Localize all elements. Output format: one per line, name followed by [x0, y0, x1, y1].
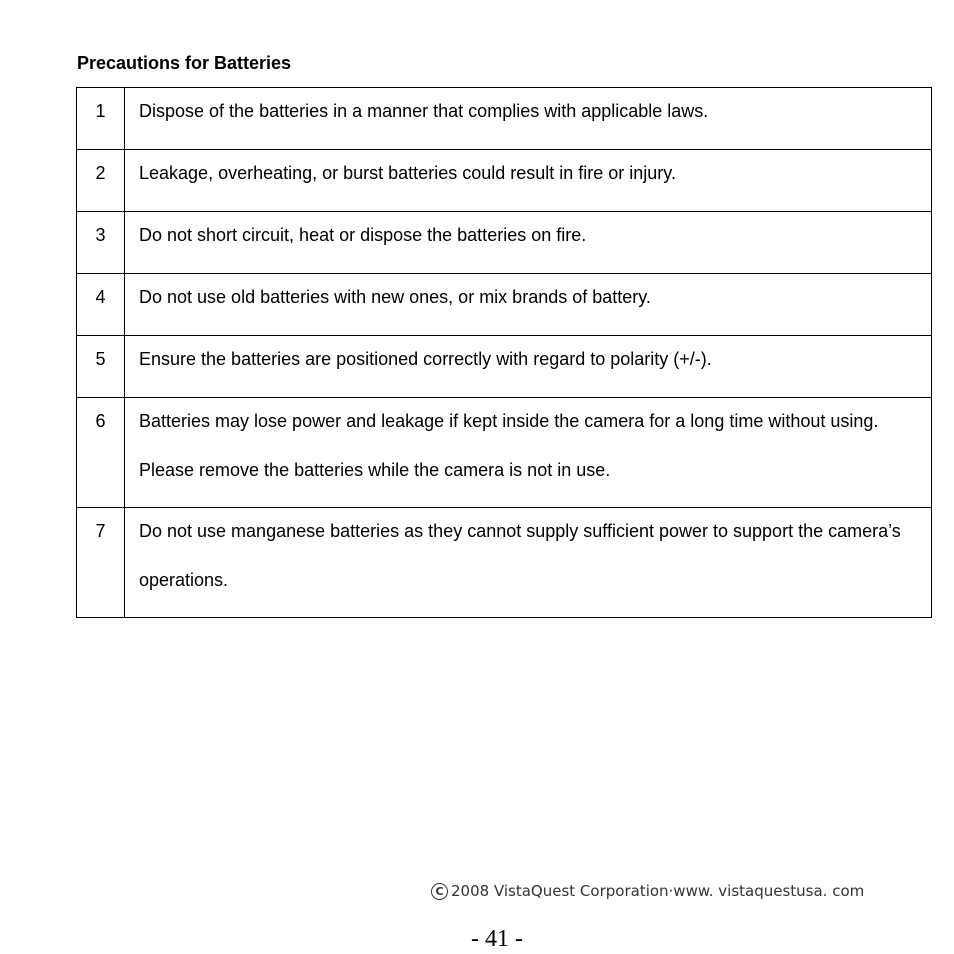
table-row: [77, 508, 932, 618]
item-text: Dispose of the batteries in a manner that complies with applicable laws.: [125, 88, 932, 150]
precautions-table: [76, 87, 932, 618]
table-row: [77, 274, 932, 336]
item-text-cell: [125, 508, 932, 618]
item-text: Do not short circuit, heat or dispose the batteries on fire.: [125, 212, 932, 274]
copyright-text: 2008 VistaQuest Corporation‧www. vistaquestusa. com: [451, 882, 865, 900]
table-row: [77, 398, 932, 508]
section-heading: Precautions for Batteries: [77, 53, 292, 73]
item-text: Do not use manganese batteries as they cannot supply sufficient power to support the camera’s operations.: [139, 521, 901, 590]
item-number: 2: [77, 150, 125, 212]
item-text: Batteries may lose power and leakage if kept inside the camera for a long time without using. Please remove the batteries while the camera is not in use.: [139, 411, 879, 480]
item-number: 6: [77, 398, 125, 508]
table-row: [77, 88, 932, 150]
item-text-cell: [125, 398, 932, 508]
table-row: [77, 212, 932, 274]
item-text: Do not use old batteries with new ones, or mix brands of battery.: [125, 274, 932, 336]
copyright-notice: [431, 882, 864, 900]
item-text: Leakage, overheating, or burst batteries could result in fire or injury.: [125, 150, 932, 212]
item-number: 5: [77, 336, 125, 398]
page-number: - 41 -: [471, 926, 523, 952]
table-row: [77, 150, 932, 212]
item-number: 4: [77, 274, 125, 336]
item-number: 3: [77, 212, 125, 274]
table-row: [77, 336, 932, 398]
item-text: Ensure the batteries are positioned correctly with regard to polarity (+/-).: [125, 336, 932, 398]
item-number: 7: [77, 508, 125, 618]
item-number: 1: [77, 88, 125, 150]
copyright-icon: C: [431, 883, 448, 900]
